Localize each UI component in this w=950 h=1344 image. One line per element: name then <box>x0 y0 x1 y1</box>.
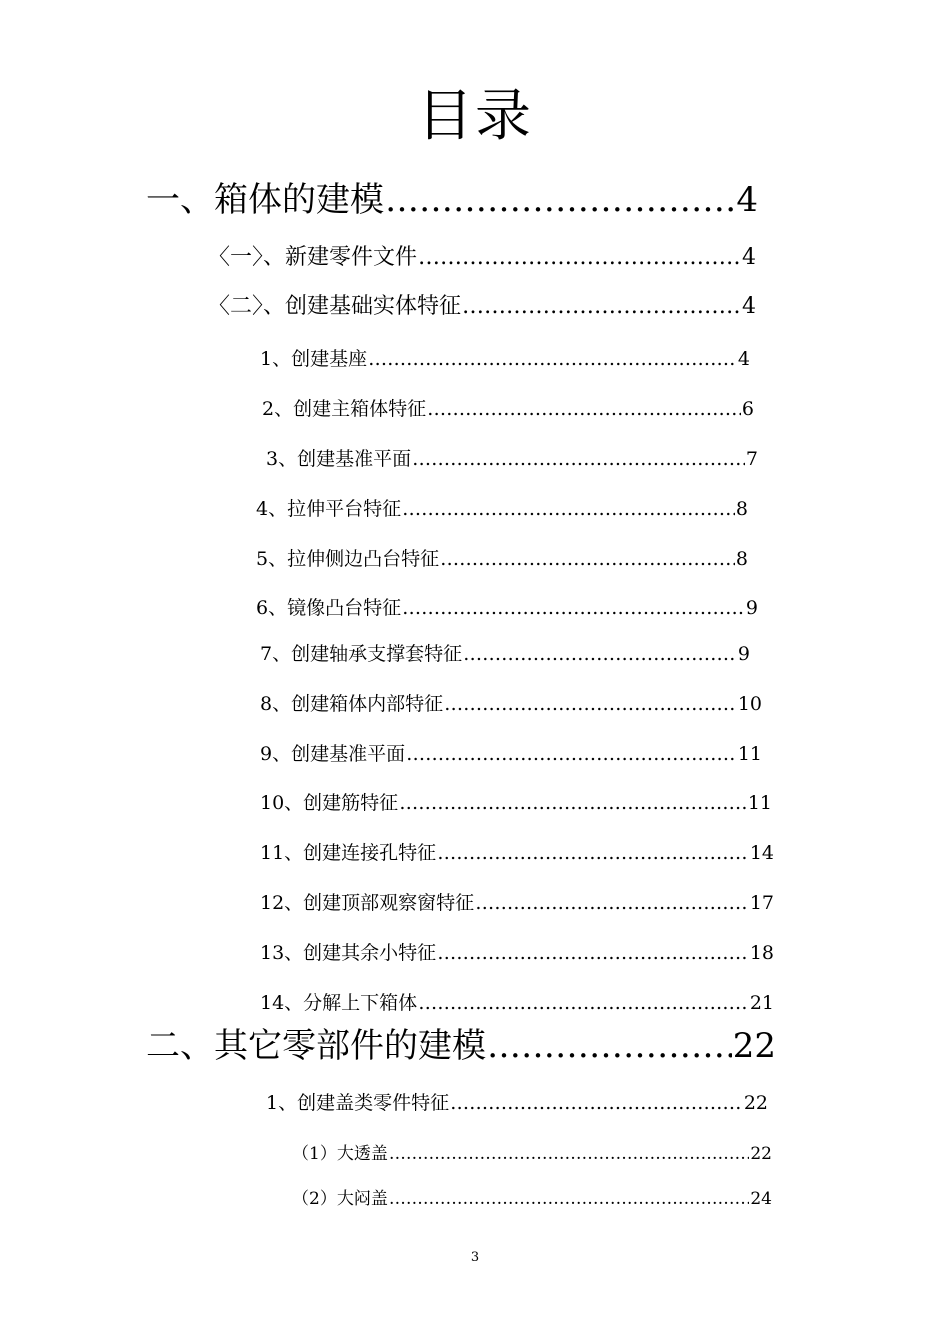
toc-entry-page: 4 <box>737 348 750 370</box>
toc-entry <box>260 890 774 916</box>
toc-entry <box>256 546 748 572</box>
toc-leader-dots <box>402 496 735 522</box>
toc-entry <box>208 243 756 273</box>
toc-entry-label: 12、创建顶部观察窗特征 <box>260 892 475 914</box>
toc-entry-page: 10 <box>737 693 762 715</box>
toc-entry <box>260 641 750 667</box>
toc-entry <box>146 1024 776 1068</box>
toc-entry-label: 9、创建基准平面 <box>260 743 406 765</box>
toc-entry-label: 13、创建其余小特征 <box>260 942 437 964</box>
toc-entry-label: 10、创建筋特征 <box>260 792 399 814</box>
toc-entry <box>146 178 758 222</box>
toc-leader-dots <box>385 178 735 222</box>
toc-entry-page: 4 <box>742 245 756 270</box>
toc-entry-page: 4 <box>736 180 758 220</box>
toc-leader-dots <box>399 790 747 816</box>
toc-entry-page: 6 <box>741 398 754 420</box>
toc-entry <box>260 741 762 767</box>
toc-entry-label: 3、创建基准平面 <box>266 448 412 470</box>
toc-entry-page: 18 <box>749 942 774 964</box>
toc-leader-dots <box>487 1024 732 1068</box>
toc-entry-label: 14、分解上下箱体 <box>260 992 418 1014</box>
toc-entry-page: 11 <box>747 792 772 814</box>
toc-entry <box>208 292 756 322</box>
toc-entry-label: 8、创建箱体内部特征 <box>260 693 444 715</box>
toc-entry <box>260 940 774 966</box>
toc-entry <box>260 346 750 372</box>
toc-entry-page: 9 <box>745 597 758 619</box>
toc-leader-dots <box>440 546 735 572</box>
toc-leader-dots <box>437 840 749 866</box>
toc-entry <box>260 840 774 866</box>
toc-leader-dots <box>463 641 737 667</box>
toc-entry-label: （2）大闷盖 <box>292 1189 388 1209</box>
toc-leader-dots <box>418 990 749 1016</box>
toc-entry-page: 22 <box>743 1092 768 1114</box>
toc-entry-label: 一、箱体的建模 <box>146 180 384 220</box>
toc-entry-label: 11、创建连接孔特征 <box>260 842 437 864</box>
toc-entry-label: 4、拉伸平台特征 <box>256 498 402 520</box>
toc-leader-dots <box>389 1187 750 1211</box>
toc-entry <box>256 496 748 522</box>
toc-leader-dots <box>450 1090 743 1116</box>
toc-entry-label: 7、创建轴承支撑套特征 <box>260 643 463 665</box>
toc-leader-dots <box>402 595 745 621</box>
toc-leader-dots <box>437 940 749 966</box>
toc-leader-dots <box>412 446 745 472</box>
toc-leader-dots <box>406 741 737 767</box>
toc-entry <box>266 446 758 472</box>
toc-entry-label: 〈一〉、新建零件文件 <box>208 245 418 270</box>
toc-leader-dots <box>389 1142 750 1166</box>
toc-entry-page: 7 <box>745 448 758 470</box>
toc-entry-page: 24 <box>750 1189 772 1209</box>
toc-leader-dots <box>427 396 741 422</box>
toc-entry-page: 9 <box>737 643 750 665</box>
toc-leader-dots <box>444 691 737 717</box>
toc-entry <box>292 1142 772 1166</box>
toc-entry-label: 5、拉伸侧边凸台特征 <box>256 548 440 570</box>
toc-entry-label: （1）大透盖 <box>292 1144 388 1164</box>
toc-leader-dots <box>368 346 737 372</box>
toc-entry <box>260 990 774 1016</box>
toc-entry-label: 二、其它零部件的建模 <box>146 1026 486 1066</box>
toc-entry-label: 1、创建盖类零件特征 <box>266 1092 450 1114</box>
toc-entry-page: 22 <box>750 1144 772 1164</box>
toc-entry-label: 1、创建基座 <box>260 348 368 370</box>
toc-entry <box>266 1090 768 1116</box>
toc-entry <box>292 1187 772 1211</box>
toc-entry <box>260 790 772 816</box>
toc-entry-page: 21 <box>749 992 774 1014</box>
toc-entry <box>262 396 754 422</box>
toc-entry-label: 2、创建主箱体特征 <box>262 398 427 420</box>
toc-leader-dots <box>418 243 741 273</box>
toc-entry-page: 14 <box>749 842 774 864</box>
toc-entry-page: 4 <box>742 294 756 319</box>
toc-entry-label: 6、镜像凸台特征 <box>256 597 402 619</box>
toc-entry-page: 8 <box>735 498 748 520</box>
toc-leader-dots <box>475 890 749 916</box>
toc-entry <box>256 595 758 621</box>
page-title: 目录 <box>417 84 533 149</box>
page-number: 3 <box>470 1250 480 1265</box>
toc-entry-page: 11 <box>737 743 762 765</box>
toc-entry-page: 8 <box>735 548 748 570</box>
toc-entry-page: 22 <box>732 1026 776 1066</box>
toc-leader-dots <box>462 292 741 322</box>
toc-entry <box>260 691 762 717</box>
toc-entry-label: 〈二〉、创建基础实体特征 <box>208 294 462 319</box>
toc-entry-page: 17 <box>749 892 774 914</box>
